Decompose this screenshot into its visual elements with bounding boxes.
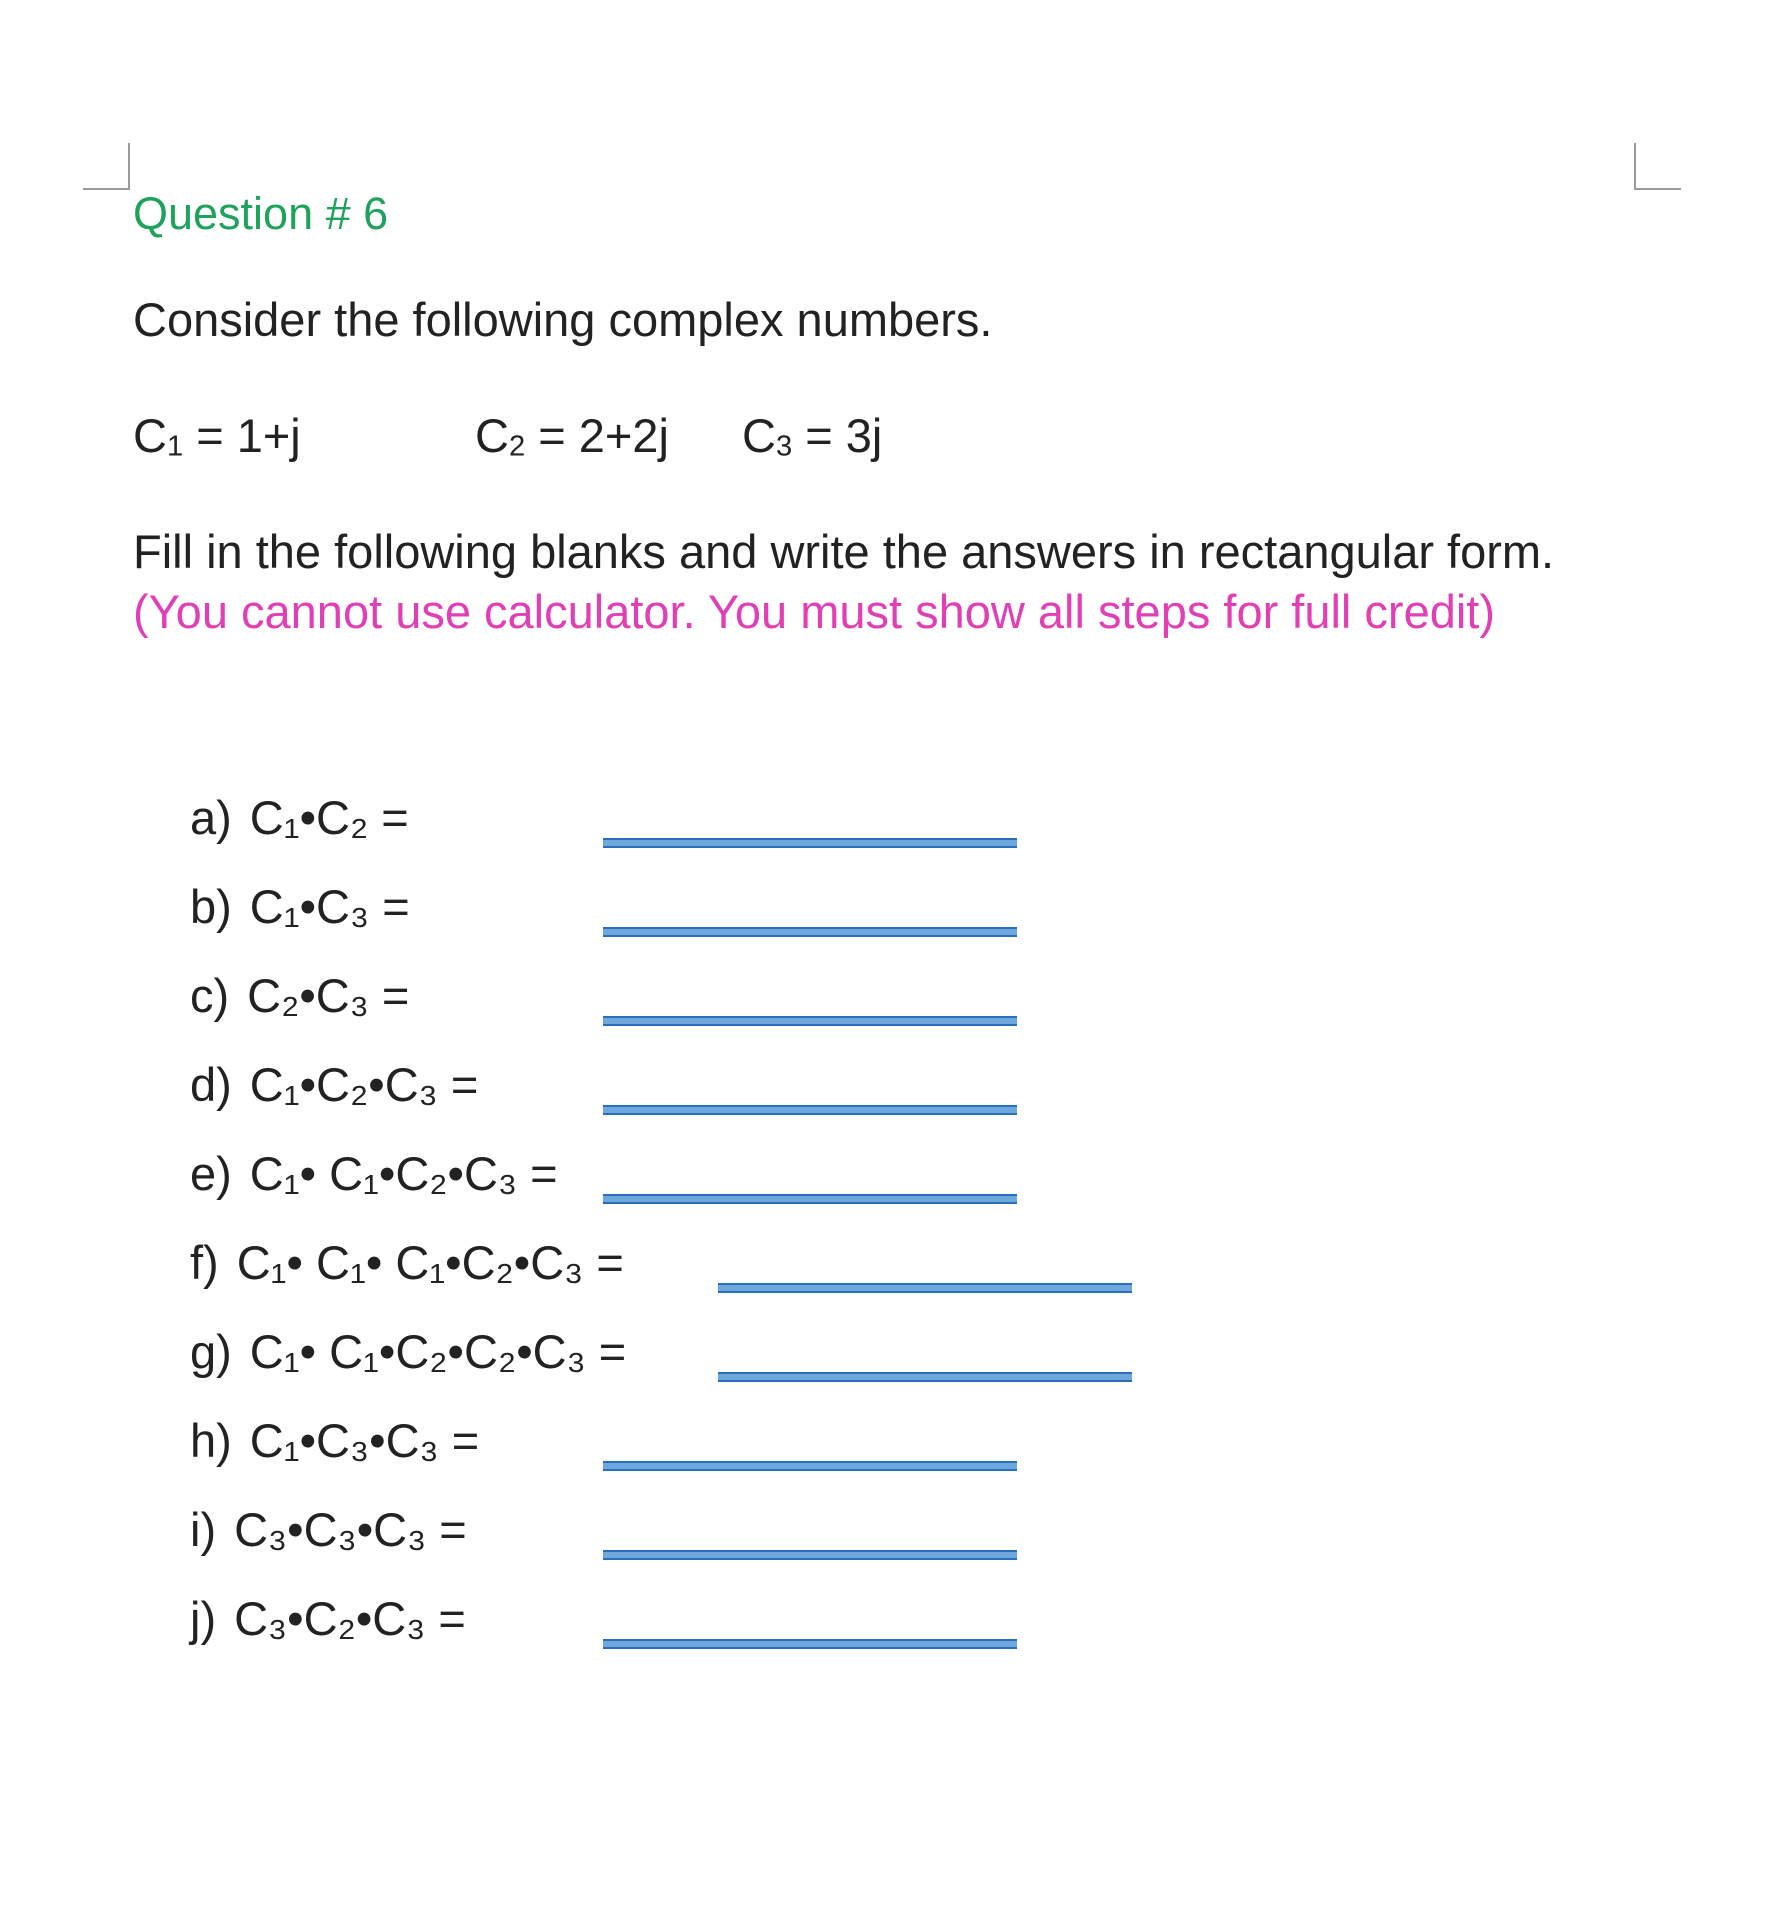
item-9-label xyxy=(190,1502,467,1557)
item-letter: b) xyxy=(190,880,232,933)
item-expression: C₁•C₃•C₃ = xyxy=(249,1414,480,1467)
item-expression: C₃•C₃•C₃ = xyxy=(234,1503,467,1556)
page-corner-mark-left xyxy=(83,143,130,190)
item-expression: C₃•C₂•C₃ = xyxy=(234,1592,466,1645)
item-letter: e) xyxy=(190,1147,232,1200)
item-1-label xyxy=(190,790,409,845)
item-letter: a) xyxy=(190,791,232,844)
answer-blank-line[interactable] xyxy=(603,1016,1017,1026)
instructions-note: (You cannot use calculator. You must show all steps for full credit) xyxy=(133,585,1496,638)
page-corner-mark-right xyxy=(1634,143,1681,190)
item-4-label xyxy=(190,1057,478,1112)
item-expression: C₂•C₃ = xyxy=(247,969,410,1022)
item-letter: h) xyxy=(190,1414,232,1467)
answer-blank-line[interactable] xyxy=(603,838,1017,848)
answer-blank-line[interactable] xyxy=(603,1550,1017,1560)
item-expression: C₁• C₁•C₂•C₃ = xyxy=(249,1147,558,1200)
complex-number-c1: $C_1 = 1+j$ xyxy=(133,409,301,463)
answer-blank-line[interactable] xyxy=(718,1372,1132,1382)
answer-blank-line[interactable] xyxy=(603,1194,1017,1204)
answer-blank-line[interactable] xyxy=(603,1461,1017,1471)
item-expression: C₁•C₂•C₃ = xyxy=(249,1058,479,1111)
item-expression: C₁• C₁• C₁•C₂•C₃ = xyxy=(236,1236,624,1289)
item-letter: j) xyxy=(190,1592,217,1645)
item-letter: f) xyxy=(190,1236,219,1289)
item-10-label xyxy=(190,1591,466,1646)
item-letter: d) xyxy=(190,1058,232,1111)
item-expression: C₁•C₂ = xyxy=(249,791,409,844)
item-expression: C₁• C₁•C₂•C₂•C₃ = xyxy=(249,1325,627,1378)
item-expression: C₁•C₃ = xyxy=(249,880,410,933)
answer-blank-line[interactable] xyxy=(603,1639,1017,1649)
instructions-text: Fill in the following blanks and write the answers in rectangular form. xyxy=(133,525,1555,578)
item-letter: c) xyxy=(190,969,230,1022)
item-letter: i) xyxy=(190,1503,217,1556)
item-7-label xyxy=(190,1324,626,1379)
intro-text: Consider the following complex numbers. xyxy=(133,293,993,346)
complex-number-c3: $C_3 = 3j$ xyxy=(742,409,883,463)
instructions-paragraph xyxy=(133,522,1653,642)
item-8-label xyxy=(190,1413,479,1468)
item-letter: g) xyxy=(190,1325,232,1378)
complex-number-c2: $C_2 = 2+2j$ xyxy=(475,409,669,463)
item-3-label xyxy=(190,968,409,1023)
answer-blank-line[interactable] xyxy=(603,1105,1017,1115)
answer-blank-line[interactable] xyxy=(718,1283,1132,1293)
question-title: Question # 6 xyxy=(133,188,389,239)
answer-blank-line[interactable] xyxy=(603,927,1017,937)
item-5-label xyxy=(190,1146,558,1201)
item-2-label xyxy=(190,879,410,934)
item-6-label xyxy=(190,1235,624,1290)
